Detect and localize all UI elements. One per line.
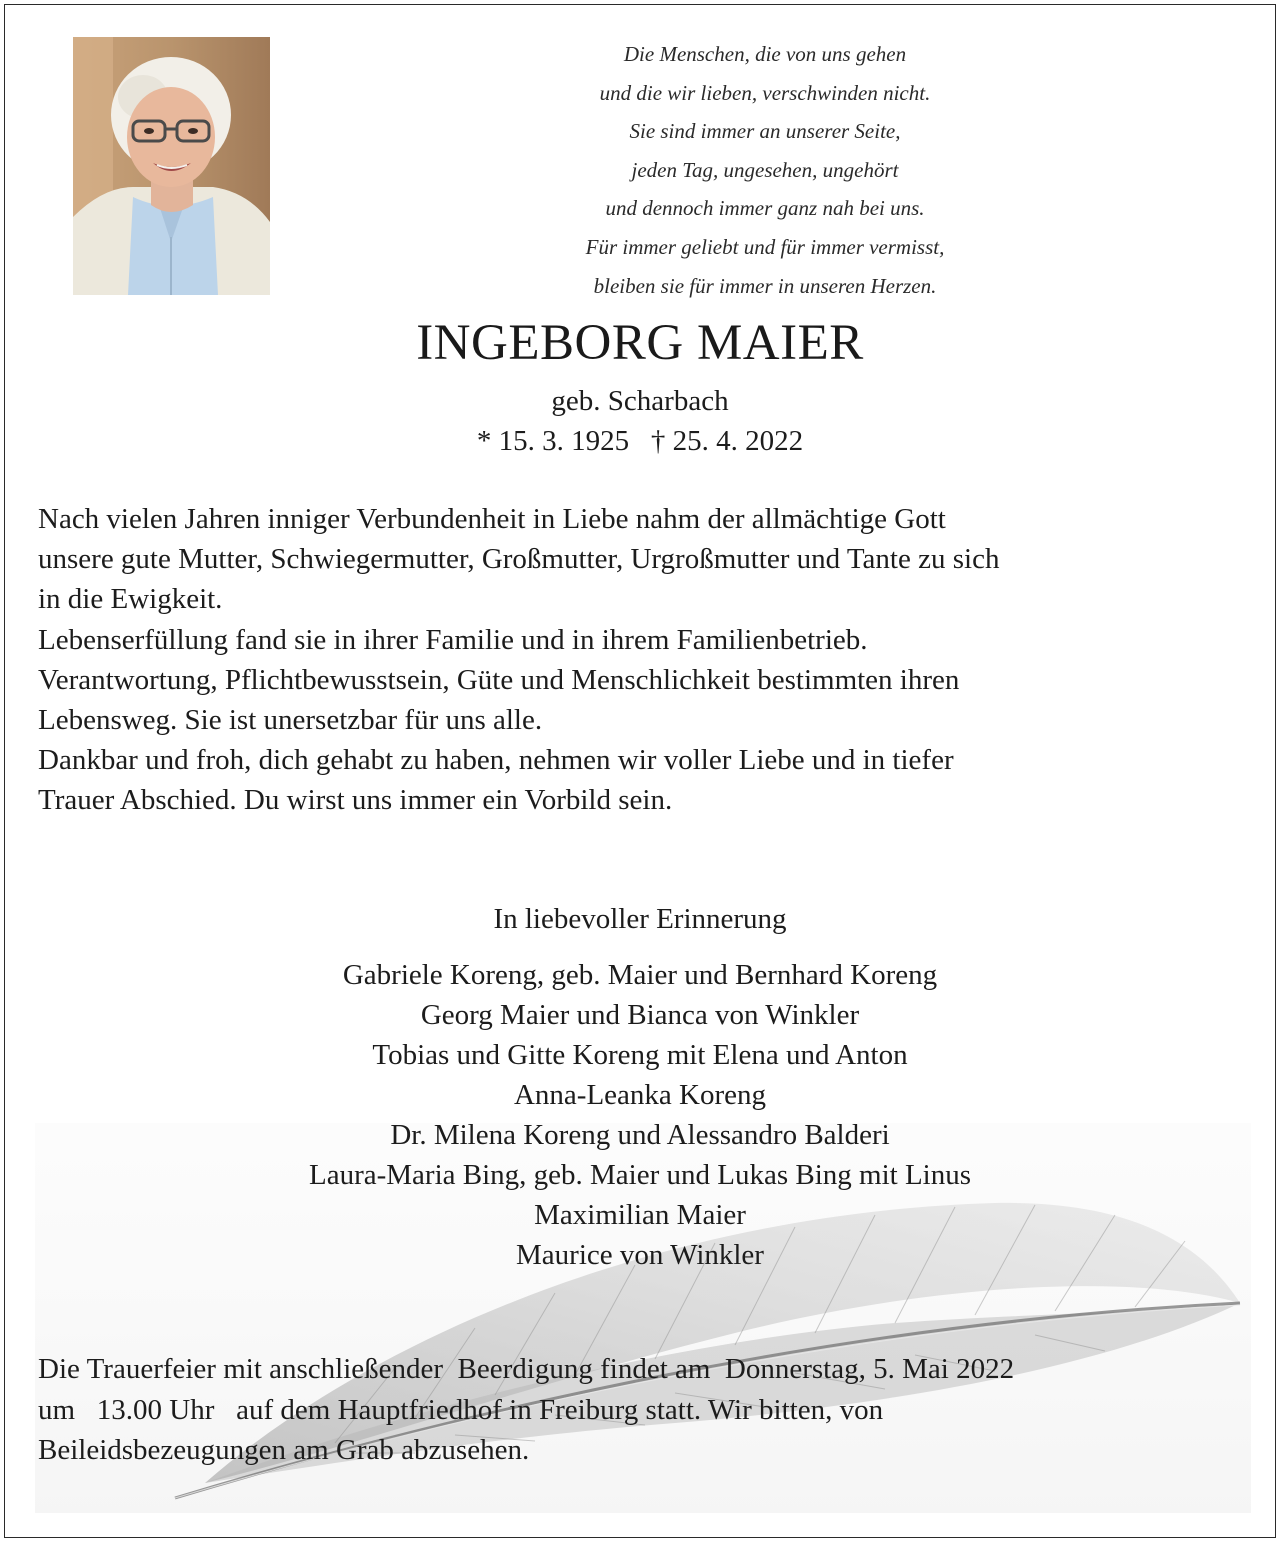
funeral-line: um 13.00 Uhr auf dem Hauptfriedhof in Freiburg statt. Wir bitten, von	[38, 1393, 884, 1426]
poem-line: jeden Tag, ungesehen, ungehört	[631, 157, 899, 182]
poem-line: Für immer geliebt und für immer vermisst,	[585, 234, 945, 259]
poem-line: Die Menschen, die von uns gehen	[623, 42, 907, 66]
obituary-notice	[4, 4, 1276, 1538]
message-line: Lebensweg. Sie ist unersetzbar für uns alle.	[38, 704, 543, 737]
funeral-line: Beileidsbezeugungen am Grab abzusehen.	[38, 1434, 530, 1466]
message-line: Lebenserfüllung fand sie in ihrer Familie und in ihrem Familienbetrieb.	[38, 623, 868, 656]
family-member: Georg Maier und Bianca von Winkler	[420, 999, 860, 1031]
poem-line: und die wir lieben, verschwinden nicht.	[599, 80, 931, 105]
message-line: Verantwortung, Pflichtbewusstsein, Güte und Menschlichkeit bestimmten ihren	[38, 663, 960, 696]
family-member: Anna-Leanka Koreng	[513, 1079, 767, 1111]
message-line: in die Ewigkeit.	[38, 583, 223, 616]
message-line: Nach vielen Jahren inniger Verbundenheit in Liebe nahm der allmächtige Gott	[38, 503, 946, 535]
family-member: Laura-Maria Bing, geb. Maier und Lukas Bing mit Linus	[308, 1159, 972, 1191]
poem-line: und dennoch immer ganz nah bei uns.	[605, 196, 925, 221]
poem-line: Sie sind immer an unserer Seite,	[629, 119, 901, 144]
family-member: Gabriele Koreng, geb. Maier und Bernhard Koreng	[342, 959, 938, 991]
poem	[485, 35, 1045, 305]
obituary-message	[38, 499, 1248, 821]
life-dates: * 15. 3. 1925 † 25. 4. 2022	[476, 425, 804, 457]
family-member: Tobias und Gitte Koreng mit Elena und Anton	[372, 1039, 908, 1071]
poem-line: bleiben sie für immer in unseren Herzen.	[593, 273, 937, 298]
message-line: Trauer Abschied. Du wirst uns immer ein Vorbild sein.	[38, 784, 673, 817]
family-list	[5, 955, 1275, 1275]
message-line: Dankbar und froh, dich gehabt zu haben, nehmen wir voller Liebe und in tiefer	[38, 744, 954, 777]
family-member: Maximilian Maier	[534, 1199, 746, 1231]
deceased-name: INGEBORG MAIER	[416, 315, 864, 371]
funeral-info	[38, 1349, 1248, 1471]
birth-name: geb. Scharbach	[551, 385, 729, 417]
message-line: unsere gute Mutter, Schwiegermutter, Großmutter, Urgroßmutter und Tante zu sich	[38, 543, 1000, 576]
portrait-photo	[73, 37, 270, 295]
portrait-image	[73, 37, 270, 295]
family-member: Maurice von Winkler	[516, 1239, 764, 1271]
memory-heading: In liebevoller Erinnerung	[493, 903, 787, 935]
family-member: Dr. Milena Koreng und Alessandro Balderi	[390, 1119, 890, 1151]
funeral-line: Die Trauerfeier mit anschließender Beerdigung findet am Donnerstag, 5. Mai 2022	[38, 1353, 1015, 1385]
